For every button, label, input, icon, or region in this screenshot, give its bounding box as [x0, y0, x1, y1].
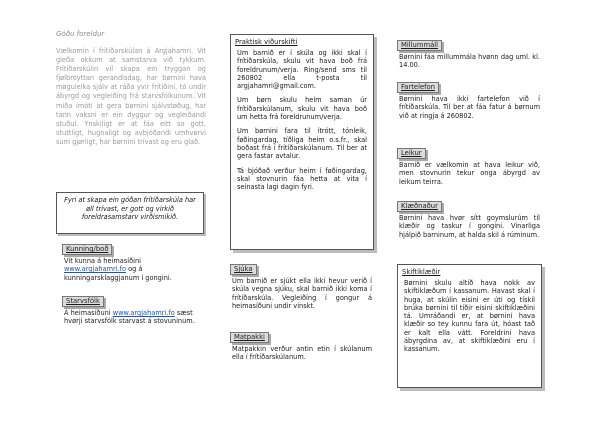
starvsfolk-card — [62, 296, 202, 326]
starvsfolk-text-after: sæst hvørji starvsfólk starvast á stovuninum. — [64, 309, 195, 326]
skiftiklaedir-title: Skiftiklæðir — [402, 268, 441, 276]
kunning-body — [62, 257, 202, 282]
kunning-text-before: Vit kunna á heimasíðini — [64, 257, 141, 265]
matpakki-text: Matpakkin verður antin etin í skúlanum ella í frítíðarskúlanum. — [232, 345, 372, 362]
praktisk-paragraph-3: Um børnini fara til ítrótt, tónleik, føðingardag, tíðliga heim o.s.fr., skal boðast frá í frítíðarskúlanum. Til ber at gera fastar avtalur. — [237, 127, 367, 161]
welcome-text: Vælkomin í frítíðarskúlan á Argjahamri. Vit gleða okkum at samstarva við tykkum. Frítíðarskúlin vil skapa ein tryggan og fjølbroyttan gerandisdag, har børnini hava møguleika sjálv at ráða yvir frítíðini, tó undir ábyrgd og vegleiðing frá starvsfólkunum. Vit miða ímóti at gera børnini sjálvstøðug, har tann vaksni er ein dyggur og vegleiðandi stuðul. Ynskiligt er at fáa eitt so gott, stuttligt, hugnaligt og avbjóðandi umhvørvi sum gjørligt, har børnini trívast og eru glað. — [56, 47, 206, 146]
starvsfolk-body — [62, 309, 202, 326]
klaednadur-card — [397, 201, 542, 239]
millummal-text: Børnini fáa millummála hvønn dag uml. kl. 14.00. — [399, 53, 540, 70]
leikur-text: Barnið er vælkomin at hava leikur við, men stovnurin tekur onga ábyrgd av leikum teirra. — [399, 161, 540, 186]
leikur-body — [397, 161, 542, 186]
klaednadur-title: Klæðnaður — [397, 201, 442, 212]
matpakki-body — [230, 345, 374, 362]
skiftiklaedir-body — [402, 279, 537, 354]
welcome-section — [56, 30, 206, 147]
praktisk-paragraph-4: Tá bjóðað verður heim í føðingardag, skal stovnurin fáa hetta at vita í seinasta lagi dagin fyri. — [237, 166, 367, 192]
klaednadur-text: Børnini hava hvør sítt goymslurúm til klæðir og taskur í gongini. Vinarliga hjálpið barninum, at halda skil á rúminum. — [399, 214, 540, 239]
starvsfolk-title: Starvsfólk — [62, 296, 104, 307]
praktisk-paragraph-2: Um børn skulu heim saman úr frítíðarskúlanum, skulu vit hava boð um hetta frá foreldrunum/verja. — [237, 96, 367, 122]
starvsfolk-text-before: Á heimasíðuni — [64, 309, 113, 317]
kunning-title: Kunning/boð — [62, 244, 112, 255]
fartelefon-title: Fartelefon — [397, 82, 439, 93]
millummal-card — [397, 40, 542, 70]
matpakki-title: Matpakki — [230, 332, 269, 343]
kunning-text-after: og á kunningarsklaggjanum í gongini. — [64, 265, 172, 282]
leikur-card — [397, 148, 542, 186]
kunning-website-link[interactable]: www.argjahamri.fo — [64, 265, 126, 274]
fartelefon-text: Børnini hava ikki fartelefon við í frítíðarskúla. Til ber at fáa fatur á børnum við at ringja á 260802. — [399, 95, 540, 120]
praktisk-card — [230, 34, 374, 250]
skiftiklaedir-text: Børnini skulu altíð hava nokk av skiftiklæðum í kassanum. Havast skal í huga, at skúlin eisini er úti og tískil brúka børnini til tíðir eisini skiftiklæðini tá. Umráðandi er, at børnini hava klæðir so tey kunnu fara út, hóast tað er kalt ella vátt. Foreldrini hava ábyrgdina av, at skiftiklæðini eru í kassanum. — [404, 279, 535, 354]
sjuka-title: Sjúka — [230, 264, 257, 275]
welcome-title: Góðu foreldur — [56, 30, 105, 38]
motto-text: Fyri at skapa ein góðan frítíðarskúla har øll trívast, er gott og virkið foreldrasamstarv virðismikið. — [64, 196, 196, 222]
motto-box — [56, 192, 204, 234]
millummal-title: Millummáll — [397, 40, 442, 51]
leikur-title: Leikur — [397, 148, 426, 159]
klaednadur-body — [397, 214, 542, 239]
fartelefon-body — [397, 95, 542, 120]
praktisk-body — [235, 49, 369, 191]
praktisk-paragraph-1: Um barnið er í skúla og ikki skal í frítíðarskúla, skulu vit hava boð frá foreldrunum/verja. Ring/send sms til 260802 ella t-posta til argjahamri@gmail.com. — [237, 49, 367, 91]
skiftiklaedir-card — [397, 264, 542, 388]
millummal-body — [397, 53, 542, 70]
sjuka-card — [230, 264, 374, 310]
sjuka-body — [230, 277, 374, 310]
matpakki-card — [230, 332, 374, 362]
sjuka-text: Um barnið er sjúkt ella ikki hevur verið í skúla vegna sjúku, skal barnið ikki koma í frítíðarskúla. Vegleiðing í gongur á heimasíðuni undir vinskt. — [232, 277, 372, 310]
praktisk-title: Praktisk viðurskifti — [235, 38, 298, 46]
fartelefon-card — [397, 82, 542, 120]
kunning-card — [62, 244, 202, 282]
starvsfolk-website-link[interactable]: www.argjahamri.fo — [112, 309, 175, 317]
